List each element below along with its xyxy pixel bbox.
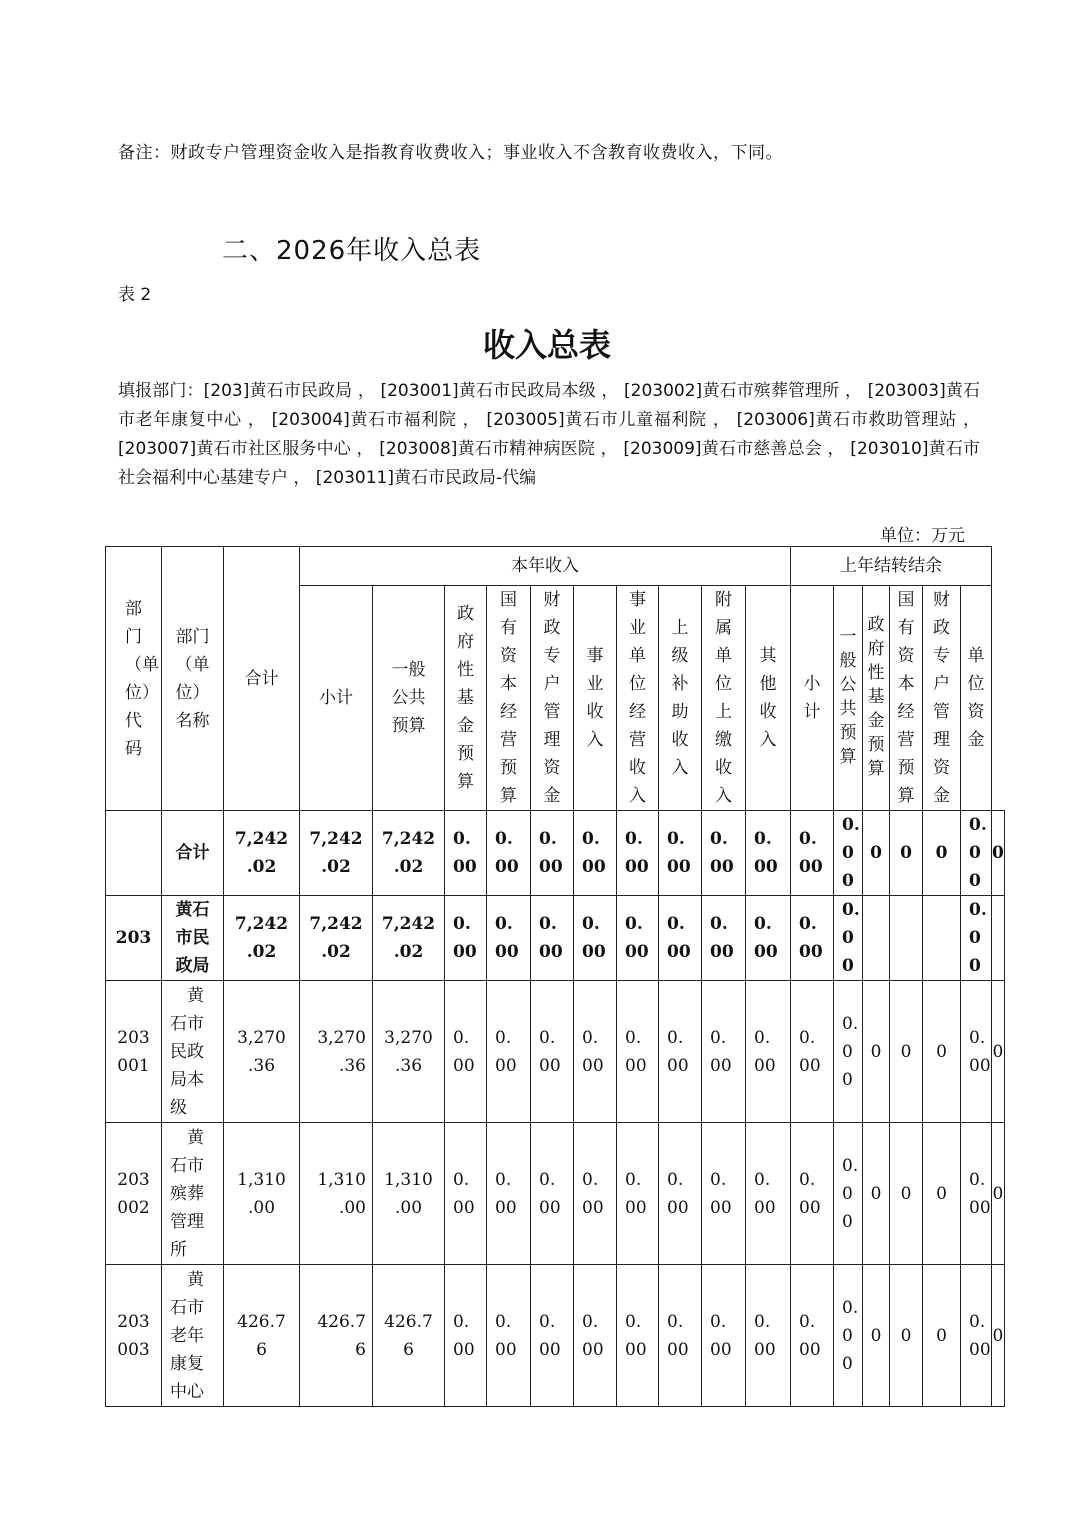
value-cell: 0. 00	[659, 896, 702, 981]
value-cell: 0. 00	[834, 811, 863, 896]
header-carryover-0	[791, 586, 834, 811]
table-row	[106, 1123, 1005, 1265]
value-cell: 7,242 .02	[224, 896, 300, 981]
value-cell: 0. 00	[834, 896, 863, 981]
unit-label: 单位：万元	[880, 526, 965, 546]
header-current-9	[746, 586, 791, 811]
value-cell: 0. 00	[617, 981, 659, 1123]
value-cell: 3,270 .36	[373, 981, 445, 1123]
value-cell: 0	[863, 1123, 890, 1265]
value-cell: 0. 00	[702, 981, 746, 1123]
value-cell: 0	[923, 1265, 961, 1407]
header-carryover-2	[863, 586, 890, 811]
header-current-label: 小计	[319, 688, 353, 708]
value-cell: 0. 00	[445, 1265, 487, 1407]
value-cell: 426.7 6	[224, 1265, 300, 1407]
value-cell: 0. 00	[487, 981, 531, 1123]
value-cell: 0. 00	[574, 1123, 617, 1265]
value-cell	[890, 896, 923, 981]
value-cell: 1,310 .00	[300, 1123, 373, 1265]
value-cell: 0. 00	[487, 1265, 531, 1407]
header-carryover-4	[923, 586, 961, 811]
filing-department: 填报部门：[203]黄石市民政局 ， [203001]黄石市民政局本级 ， [203002]黄石市殡葬管理所 ， [203003]黄石市老年康复中心 ， [203004]黄石市福利院 ， [203005]黄石市儿童福利院 ， [203006]黄石市救助管理站 ， [203007]黄石市社区服务中心 ， [203008]黄石市精神病医院 ， [203009]黄石市慈善总会 ， [203010]黄石市社会福利中心基建专户 ， [203011]黄石市民政局-代编	[118, 381, 980, 488]
value-cell: 0. 00	[574, 1265, 617, 1407]
dept-name-cell	[162, 1265, 224, 1407]
value-cell: 0. 00	[617, 1123, 659, 1265]
table-row	[106, 811, 1005, 896]
header-dept-code	[106, 547, 162, 811]
value-cell: 0. 00	[531, 811, 574, 896]
value-cell: 0. 00	[791, 896, 834, 981]
value-cell: 0. 00	[659, 811, 702, 896]
dept-name-label: 黄石市民政局	[175, 900, 210, 976]
header-current-2	[445, 586, 487, 811]
value-cell: 0. 00	[574, 811, 617, 896]
value-cell: 0. 00	[531, 1123, 574, 1265]
value-cell: 0. 00	[487, 1123, 531, 1265]
value-cell: 0	[992, 1123, 1005, 1265]
header-current-label: 国有资本经营预算	[500, 590, 517, 806]
value-cell: 0. 00	[746, 981, 791, 1123]
value-cell: 0. 00	[961, 896, 992, 981]
value-cell: 426.7 6	[300, 1265, 373, 1407]
value-cell: 0. 00	[746, 896, 791, 981]
value-cell: 426.7 6	[373, 1265, 445, 1407]
value-cell: 0	[992, 981, 1005, 1123]
value-cell: 0	[890, 1265, 923, 1407]
value-cell: 0. 00	[791, 981, 834, 1123]
header-current-1	[373, 586, 445, 811]
value-cell: 0. 00	[791, 811, 834, 896]
value-cell: 0. 00	[746, 811, 791, 896]
value-cell: 0. 00	[702, 1123, 746, 1265]
header-current-5	[574, 586, 617, 811]
header-group-carryover: 上年结转结余	[791, 547, 992, 586]
value-cell: 0. 00	[445, 896, 487, 981]
value-cell: 3,270 .36	[300, 981, 373, 1123]
value-cell: 0. 00	[961, 981, 992, 1123]
header-current-label: 一般公共预算	[391, 660, 426, 736]
value-cell: 0. 00	[617, 896, 659, 981]
header-current-label: 事业收入	[586, 646, 604, 750]
value-cell: 7,242 .02	[300, 811, 373, 896]
value-cell: 0. 00	[617, 811, 659, 896]
value-cell: 0. 00	[574, 981, 617, 1123]
value-cell: 0	[863, 1265, 890, 1407]
header-current-label: 上级补助收入	[671, 618, 689, 778]
value-cell: 0. 00	[791, 1123, 834, 1265]
dept-code-cell: 203 002	[106, 1123, 162, 1265]
value-cell	[992, 896, 1005, 981]
table-row	[106, 981, 1005, 1123]
value-cell: 0. 00	[617, 1265, 659, 1407]
table-row	[106, 1265, 1005, 1407]
header-carryover-label: 单位资金	[967, 646, 985, 750]
value-cell: 0. 00	[961, 1265, 992, 1407]
dept-code-cell	[106, 811, 162, 896]
value-cell: 0. 00	[746, 1123, 791, 1265]
header-dept-name-label: 部门（单位）名称	[175, 626, 210, 731]
header-current-6	[617, 586, 659, 811]
header-carryover-label: 小计	[803, 674, 821, 722]
value-cell: 7,242 .02	[373, 811, 445, 896]
dept-name-cell	[162, 896, 224, 981]
value-cell: 0. 00	[834, 981, 863, 1123]
value-cell: 0	[992, 1265, 1005, 1407]
value-cell: 0. 00	[791, 1265, 834, 1407]
header-total: 合计	[224, 547, 300, 811]
value-cell: 0. 00	[659, 981, 702, 1123]
dept-code-cell: 203	[106, 896, 162, 981]
value-cell: 0	[992, 811, 1005, 896]
income-summary-table	[105, 546, 1005, 1407]
header-current-0	[300, 586, 373, 811]
value-cell: 0. 00	[702, 811, 746, 896]
header-current-label: 政府性基金预算	[457, 604, 474, 792]
header-current-label: 事业单位经营收入	[629, 590, 646, 806]
value-cell: 7,242 .02	[300, 896, 373, 981]
value-cell: 0	[923, 1123, 961, 1265]
value-cell: 0	[923, 981, 961, 1123]
value-cell: 0. 00	[659, 1123, 702, 1265]
value-cell: 0. 00	[445, 1123, 487, 1265]
table-row	[106, 896, 1005, 981]
value-cell: 0	[863, 981, 890, 1123]
dept-name-label: 黄石市老年康复中心	[170, 1269, 204, 1402]
value-cell: 0. 00	[487, 811, 531, 896]
dept-name-label: 合计	[175, 843, 210, 863]
value-cell: 0. 00	[445, 981, 487, 1123]
table-number: 表 2	[118, 285, 152, 305]
header-carryover-3	[890, 586, 923, 811]
value-cell: 0. 00	[746, 1265, 791, 1407]
header-group-current-year: 本年收入	[300, 547, 791, 586]
value-cell: 3,270 .36	[224, 981, 300, 1123]
header-current-label: 其他收入	[759, 646, 777, 750]
dept-name-label: 黄石市殡葬管理所	[170, 1127, 204, 1260]
header-dept-code-label: 部门（单位）代码	[125, 598, 159, 759]
footnote: 备注：财政专户管理资金收入是指教育收费收入；事业收入不含教育收费收入，下同。	[118, 143, 783, 163]
value-cell: 0. 00	[531, 981, 574, 1123]
value-cell: 7,242 .02	[373, 896, 445, 981]
section-title: 二、2026年收入总表	[222, 236, 482, 266]
value-cell: 0. 00	[961, 1123, 992, 1265]
header-carryover-label: 财政专户管理资金	[933, 590, 950, 806]
value-cell: 0	[923, 811, 961, 896]
header-current-label: 附属单位上缴收入	[715, 590, 732, 806]
value-cell: 0. 00	[961, 811, 992, 896]
header-carryover-5	[961, 586, 992, 811]
value-cell	[923, 896, 961, 981]
header-current-3	[487, 586, 531, 811]
value-cell: 0	[890, 1123, 923, 1265]
value-cell	[863, 896, 890, 981]
header-current-4	[531, 586, 574, 811]
value-cell: 0. 00	[531, 1265, 574, 1407]
value-cell: 0. 00	[834, 1123, 863, 1265]
value-cell: 0. 00	[445, 811, 487, 896]
header-current-8	[702, 586, 746, 811]
value-cell: 0. 00	[574, 896, 617, 981]
value-cell: 0	[890, 811, 923, 896]
value-cell: 0. 00	[531, 896, 574, 981]
dept-name-cell	[162, 981, 224, 1123]
value-cell: 0	[890, 981, 923, 1123]
value-cell: 7,242 .02	[224, 811, 300, 896]
header-carryover-label: 一般公共预算	[839, 627, 857, 767]
dept-name-label: 黄石市民政局本级	[170, 985, 204, 1118]
value-cell: 0	[863, 811, 890, 896]
value-cell: 0. 00	[487, 896, 531, 981]
header-current-label: 财政专户管理资金	[543, 590, 561, 806]
value-cell: 1,310 .00	[224, 1123, 300, 1265]
dept-code-cell: 203 003	[106, 1265, 162, 1407]
value-cell: 0. 00	[659, 1265, 702, 1407]
dept-code-cell: 203 001	[106, 981, 162, 1123]
dept-name-cell	[162, 1123, 224, 1265]
dept-name-cell	[162, 811, 224, 896]
header-dept-name	[162, 547, 224, 811]
value-cell: 0. 00	[702, 1265, 746, 1407]
header-carryover-label: 国有资本经营预算	[897, 590, 915, 806]
header-current-7	[659, 586, 702, 811]
table-title: 收入总表	[482, 326, 611, 364]
header-carryover-label: 政府性基金预算	[867, 615, 885, 779]
header-carryover-1	[834, 586, 863, 811]
value-cell: 1,310 .00	[373, 1123, 445, 1265]
value-cell: 0. 00	[834, 1265, 863, 1407]
value-cell: 0. 00	[702, 896, 746, 981]
